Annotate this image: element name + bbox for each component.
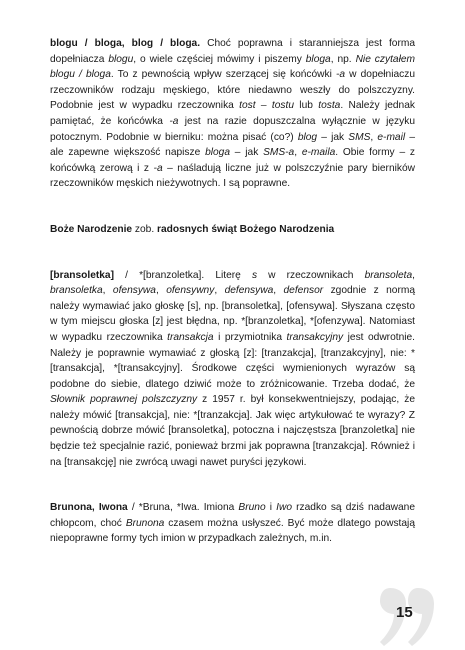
entry-text: w dopełniaczu rzeczowników rodzaju męskiego, które niedawno weszły do polszczyzny. Podobnie jest w wypadku rzeczownika [50, 69, 415, 112]
entry-italic-term: e-mail [377, 131, 406, 143]
entry-italic-term: bransoleta [364, 269, 413, 281]
entry-italic-term: -a [336, 69, 346, 81]
entry-text: – jak [230, 147, 264, 159]
entry-text: czasem można usłyszeć. Być może dlatego powstają niepoprawne formy tych imion w przypadkach zależnych, m.in. [50, 517, 415, 545]
entry-text: , [412, 269, 415, 281]
entry-italic-term: ofensywny [166, 285, 215, 297]
entry-text: lub [293, 100, 319, 112]
entry-italic-term: SMS-a [263, 147, 295, 159]
entry-text: – ale zapewne większość napisze [50, 131, 415, 159]
entry-text: , [102, 285, 113, 297]
entry-text: zgodnie z normą należy wymawiać jako głoskę [s], np. [bransoletka], [ofensywa]. Słyszana często w tym miejscu głoska [z] jest błędna, np. *[branzoletka], *[ofenzywa]. Natomiast w wypadku rzeczownika [50, 285, 415, 343]
entry-italic-term: -a [153, 162, 163, 174]
entry-text: i [265, 502, 277, 514]
entry-text: , [155, 285, 167, 297]
entry-italic-term: bloga [305, 53, 331, 65]
entry-text: , np. [330, 53, 356, 65]
entry-headword: radosnych świąt Bożego Narodzenia [157, 223, 335, 235]
entry-italic-term: tosta [318, 100, 341, 112]
entry-text: , [214, 285, 225, 297]
entry-headword: Boże Narodzenie [50, 223, 133, 235]
entry-text: – naśladują liczne już w polszczyźnie pary bierników rzeczowników męskich nieżywotnych. I są poprawne. [50, 162, 415, 190]
entry-italic-term: Słownik poprawnej polszczyzny [50, 394, 198, 406]
dictionary-entry-blogu [50, 36, 415, 192]
page-number: 15 [396, 604, 413, 621]
entry-text: , [273, 285, 284, 297]
dictionary-entry-bransoletka [50, 268, 415, 471]
entry-italic-term: transakcyjny [286, 331, 344, 343]
entry-text: – jak [317, 131, 349, 143]
entry-italic-term: bloga [205, 147, 231, 159]
entry-italic-term: Brunona [125, 517, 165, 529]
entry-text: rzadko są dziś nadawane chłopcom, choć [50, 502, 415, 529]
entry-italic-term: e-maila [301, 147, 336, 159]
entry-text: / *[branzoletka]. Literę [113, 269, 252, 281]
entry-italic-term: defensywa [224, 285, 274, 297]
entry-headword: Brunona, Iwona [50, 502, 128, 514]
entry-text: w rzeczownikach [257, 269, 365, 281]
entry-italic-term: defensor [283, 285, 324, 297]
entry-text: . Należy jednak pamiętać, że końcówka [50, 100, 415, 127]
dictionary-entry-boze-narodzenie [50, 222, 415, 238]
page-content [50, 36, 415, 547]
dictionary-entry-brunona [50, 500, 415, 547]
entry-italic-term: Bruno [238, 502, 266, 514]
entry-text: , o wiele częściej mówimy i piszemy [133, 53, 306, 65]
entry-text: / *Bruna, *Iwa. Imiona [127, 502, 239, 514]
entry-italic-term: tost – tostu [239, 100, 294, 112]
entry-italic-term: Iwo [276, 502, 292, 514]
entry-italic-term: SMS [348, 131, 371, 143]
entry-italic-term: transakcja [167, 331, 214, 343]
entry-text: i przymiotnika [213, 331, 287, 343]
entry-italic-term: blogu [108, 53, 134, 65]
entry-headword: blogu / bloga, blog / bloga. [50, 38, 201, 49]
entry-text: z 1957 r. był konsekwentniejszy, podając, że należy mówić [transakcja], nie: *[tranzakcja]. Jak więc artykułować te wyrazy? Z pewnością dobrze mówić [bransoletka], potoczna i najczęstsza [branzoletka] nie będzie też specjalnie razić, ponieważ brzmi jak poprawna [tranzakcja]. Również i na [transakcję] nie zwrócą uwagi nawet puryści językowi. [50, 394, 415, 468]
entry-headword: [bransoletka] [50, 269, 114, 281]
entry-text: . Obie formy – z końcówką zerową i z [50, 147, 415, 174]
entry-italic-term: ofensywa [112, 285, 156, 297]
entry-text: , [294, 147, 302, 159]
entry-text: , [370, 131, 378, 143]
entry-italic-term: blog [297, 131, 318, 143]
entry-italic-term: Nie czytałem blogu / bloga [50, 53, 415, 81]
entry-text: zob. [132, 223, 158, 235]
entry-italic-term: s [251, 269, 258, 281]
entry-text: jest na razie dopuszczalna wyłącznie w języku potocznym. Podobnie w bierniku: można pisać (co?) [50, 115, 415, 143]
entry-italic-term: bransoletka [50, 285, 103, 297]
entry-text: . To z pewnością wpływ szerzącej się końcówki [110, 69, 336, 81]
entry-text: jest odwrotnie. Należy je poprawnie wymawiać z głoską [z]: [tranzakcja], [tranzakcyjny], nie: *[transakcja], *[transakcyjny]. Środkowe części wymienionych wyrazów są podobne do siebie, dlatego dziwić może to zróżnicowanie. Trzeba dodać, że [50, 331, 415, 390]
entry-text: Choć poprawna i staranniejsza jest forma dopełniacza [50, 38, 415, 65]
entry-italic-term: -a [169, 115, 179, 127]
